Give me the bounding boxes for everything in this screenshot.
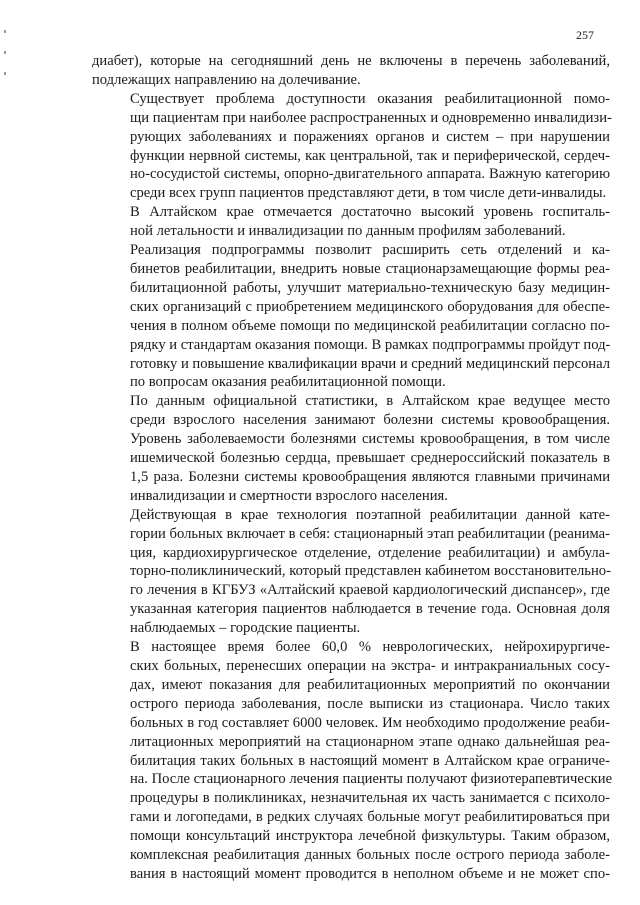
text-line: рядку и стандартам оказания помощи. В рамках подпрограммы пройдут под- <box>130 336 611 353</box>
text-line: подлежащих направлению на долечивание. <box>92 71 361 88</box>
text-line: дах, имеют показания для реабилитационных мероприятий по окончании <box>130 676 610 693</box>
text-line: го лечения в КГБУЗ «Алтайский краевой кардиологический диспансер», где <box>130 582 610 599</box>
page-number: 257 <box>576 28 594 42</box>
text-line: указанная категория пациентов наблюдается в течение года. Основная доля <box>130 601 610 618</box>
text-line: чения в полном объеме помощи по медицинской реабилитации согласно по- <box>130 317 610 334</box>
text-line: среди всех групп пациентов представляют дети, в том числе дети-инвалиды. <box>130 185 607 202</box>
text-line: По данным официальной статистики, в Алтайском крае ведущее место <box>130 393 610 410</box>
text-line: гами и логопедами, в редких случаях больные могут реабилитироваться при <box>130 809 610 826</box>
text-line: щи пациентам при наиболее распространенных и одновременно инвалидизи- <box>130 109 612 126</box>
text-line: Существует проблема доступности оказания реабилитационной помо- <box>130 90 610 107</box>
document-body <box>92 52 613 884</box>
text-line: больных в год составляет 6000 человек. Им необходимо продолжение реаби- <box>130 714 610 731</box>
text-line: среди взрослого населения занимают болезни системы кровообращения. <box>130 412 610 429</box>
paragraph <box>92 392 610 505</box>
text-line: вания в настоящий момент проводится в неполном объеме и не может спо- <box>130 865 610 882</box>
scan-mark <box>4 72 6 75</box>
text-line: бинетов реабилитации, внедрить новые стационарзамещающие формы реа- <box>130 260 610 277</box>
paragraph <box>92 203 610 241</box>
text-line: по вопросам оказания реабилитационной помощи. <box>130 374 446 391</box>
text-line: В настоящее время более 60,0 % неврологических, нейрохирургиче- <box>130 639 610 656</box>
text-line: процедуры в поликлиниках, незначительная их часть занимается с психоло- <box>130 790 610 807</box>
scan-mark <box>4 51 6 54</box>
text-line: на. После стационарного лечения пациенты получают физиотерапевтические <box>130 771 613 788</box>
text-line: билитационной работы, улучшит материально-техническую базу медицин- <box>130 279 610 296</box>
text-line: ских больных, перенесших операции на экстра- и интракраниальных сосу- <box>130 658 610 674</box>
paragraph <box>92 90 610 203</box>
text-line: комплексная реабилитация данных больных после острого периода заболе- <box>130 847 610 864</box>
text-line: функции нервной системы, как центральной, так и периферической, сердеч- <box>130 147 610 164</box>
text-line: Реализация подпрограммы позволит расширить сеть отделений и ка- <box>130 242 610 259</box>
text-line: острого периода заболевания, после выписки из стационара. Число таких <box>130 695 610 712</box>
text-line: гории больных включает в себя: стационарный этап реабилитации (реанима- <box>130 525 610 542</box>
paragraph <box>92 241 610 392</box>
paragraph <box>92 506 610 638</box>
text-line: но-сосудистой системы, опорно-двигательного аппарата. Важную категорию <box>130 166 610 183</box>
scan-margin-marks <box>4 30 8 110</box>
paragraph <box>92 638 613 884</box>
text-line: Действующая в крае технология поэтапной реабилитации данной кате- <box>130 506 610 523</box>
text-line: наблюдаемых – городские пациенты. <box>130 620 361 637</box>
text-line: ских организаций с приобретением медицинского оборудования для обеспе- <box>130 298 610 315</box>
text-line: ция, кардиохирургическое отделение, отделение реабилитации) и амбула- <box>130 544 610 561</box>
text-line: диабет), которые на сегодняшний день не включены в перечень заболеваний, <box>92 53 610 69</box>
text-line: билитация таких больных в настоящий момент в Алтайском крае ограниче- <box>130 752 610 769</box>
text-line: рующих заболеваниях и поражениях органов и систем – при нарушении <box>130 128 610 145</box>
text-line: ной летальности и инвалидизации по данным профилям заболеваний. <box>130 223 566 240</box>
text-line: литационных мероприятий на стационарном этапе однако дальнейшая реа- <box>130 733 610 750</box>
text-line: Уровень заболеваемости болезнями системы кровообращения, в том числе <box>130 431 610 448</box>
text-line: торно-поликлинический, который представлен кабинетом восстановительно- <box>130 563 611 580</box>
text-line: ишемической болезнью сердца, превышает среднероссийский показатель в <box>130 450 610 467</box>
scan-mark <box>4 30 6 33</box>
text-line: инвалидизации и смертности взрослого населения. <box>130 487 448 504</box>
text-line: 1,5 раза. Болезни системы кровообращения являются главными причинами <box>130 468 610 485</box>
text-line: готовку и повышение квалификации врачи и средний медицинский персонал <box>130 355 610 372</box>
text-line: В Алтайском крае отмечается достаточно высокий уровень госпиталь- <box>130 204 610 221</box>
paragraph <box>92 52 610 90</box>
text-line: помощи консультаций инструктора лечебной физкультуры. Таким образом, <box>130 828 610 845</box>
